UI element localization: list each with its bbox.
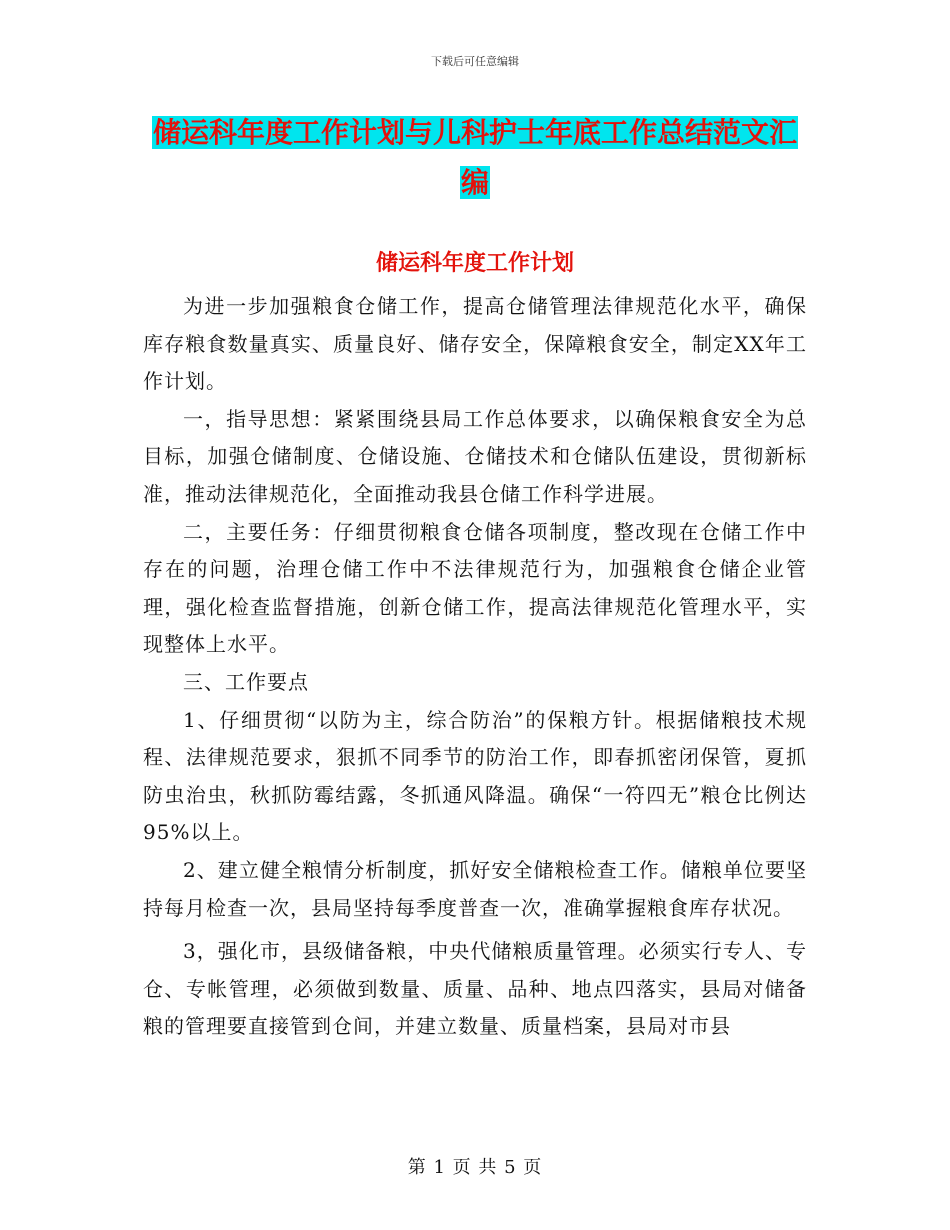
document-title-line2: 编	[460, 166, 489, 199]
document-body	[143, 288, 807, 1046]
document-title-line1: 储运科年度工作计划与儿科护士年底工作总结范文汇	[152, 116, 797, 149]
section-title: 储运科年度工作计划	[375, 250, 574, 276]
paragraph-intro: 为进一步加强粮食仓储工作，提高仓储管理法律规范化水平，确保库存粮食数量真实、质量良好、储存安全，保障粮食安全，制定XX年工作计划。	[143, 294, 807, 394]
paragraph-guiding-thought: 一，指导思想：紧紧围绕县局工作总体要求，以确保粮食安全为总目标，加强仓储制度、仓储设施、仓储技术和仓储队伍建设，贯彻新标准，推动法律规范化，全面推动我县仓储工作科学进展。	[143, 406, 807, 506]
paragraph-work-points-heading: 三、工作要点	[183, 669, 309, 694]
paragraph-point-2: 2、建立健全粮情分析制度，抓好安全储粮检查工作。储粮单位要坚持每月检查一次，县局坚持每季度普查一次，准确掌握粮食库存状况。	[143, 857, 807, 920]
paragraph-point-1: 1、仔细贯彻“以防为主，综合防治”的保粮方针。根据储粮技术规程、法律规范要求，狠抓不同季节的防治工作，即春抓密闭保管，夏抓防虫治虫，秋抓防霉结露，冬抓通风降温。确保“一符四无”粮仓比例达95%以上。	[143, 707, 807, 845]
document-title	[140, 108, 810, 208]
paragraph-point-3: 3，强化市，县级储备粮，中央代储粮质量管理。必须实行专人、专仓、专帐管理，必须做到数量、质量、品种、地点四落实，县局对储备粮的管理要直接管到仓间，并建立数量、质量档案，县局对市县	[143, 939, 807, 1039]
header-note: 下载后可任意编辑	[431, 55, 519, 68]
page-number: 第 1 页 共 5 页	[407, 1157, 543, 1178]
paragraph-main-tasks: 二，主要任务：仔细贯彻粮食仓储各项制度，整改现在仓储工作中存在的问题，治理仓储工作中不法律规范行为，加强粮食仓储企业管理，强化检查监督措施，创新仓储工作，提高法律规范化管理水平，实现整体上水平。	[143, 519, 807, 657]
